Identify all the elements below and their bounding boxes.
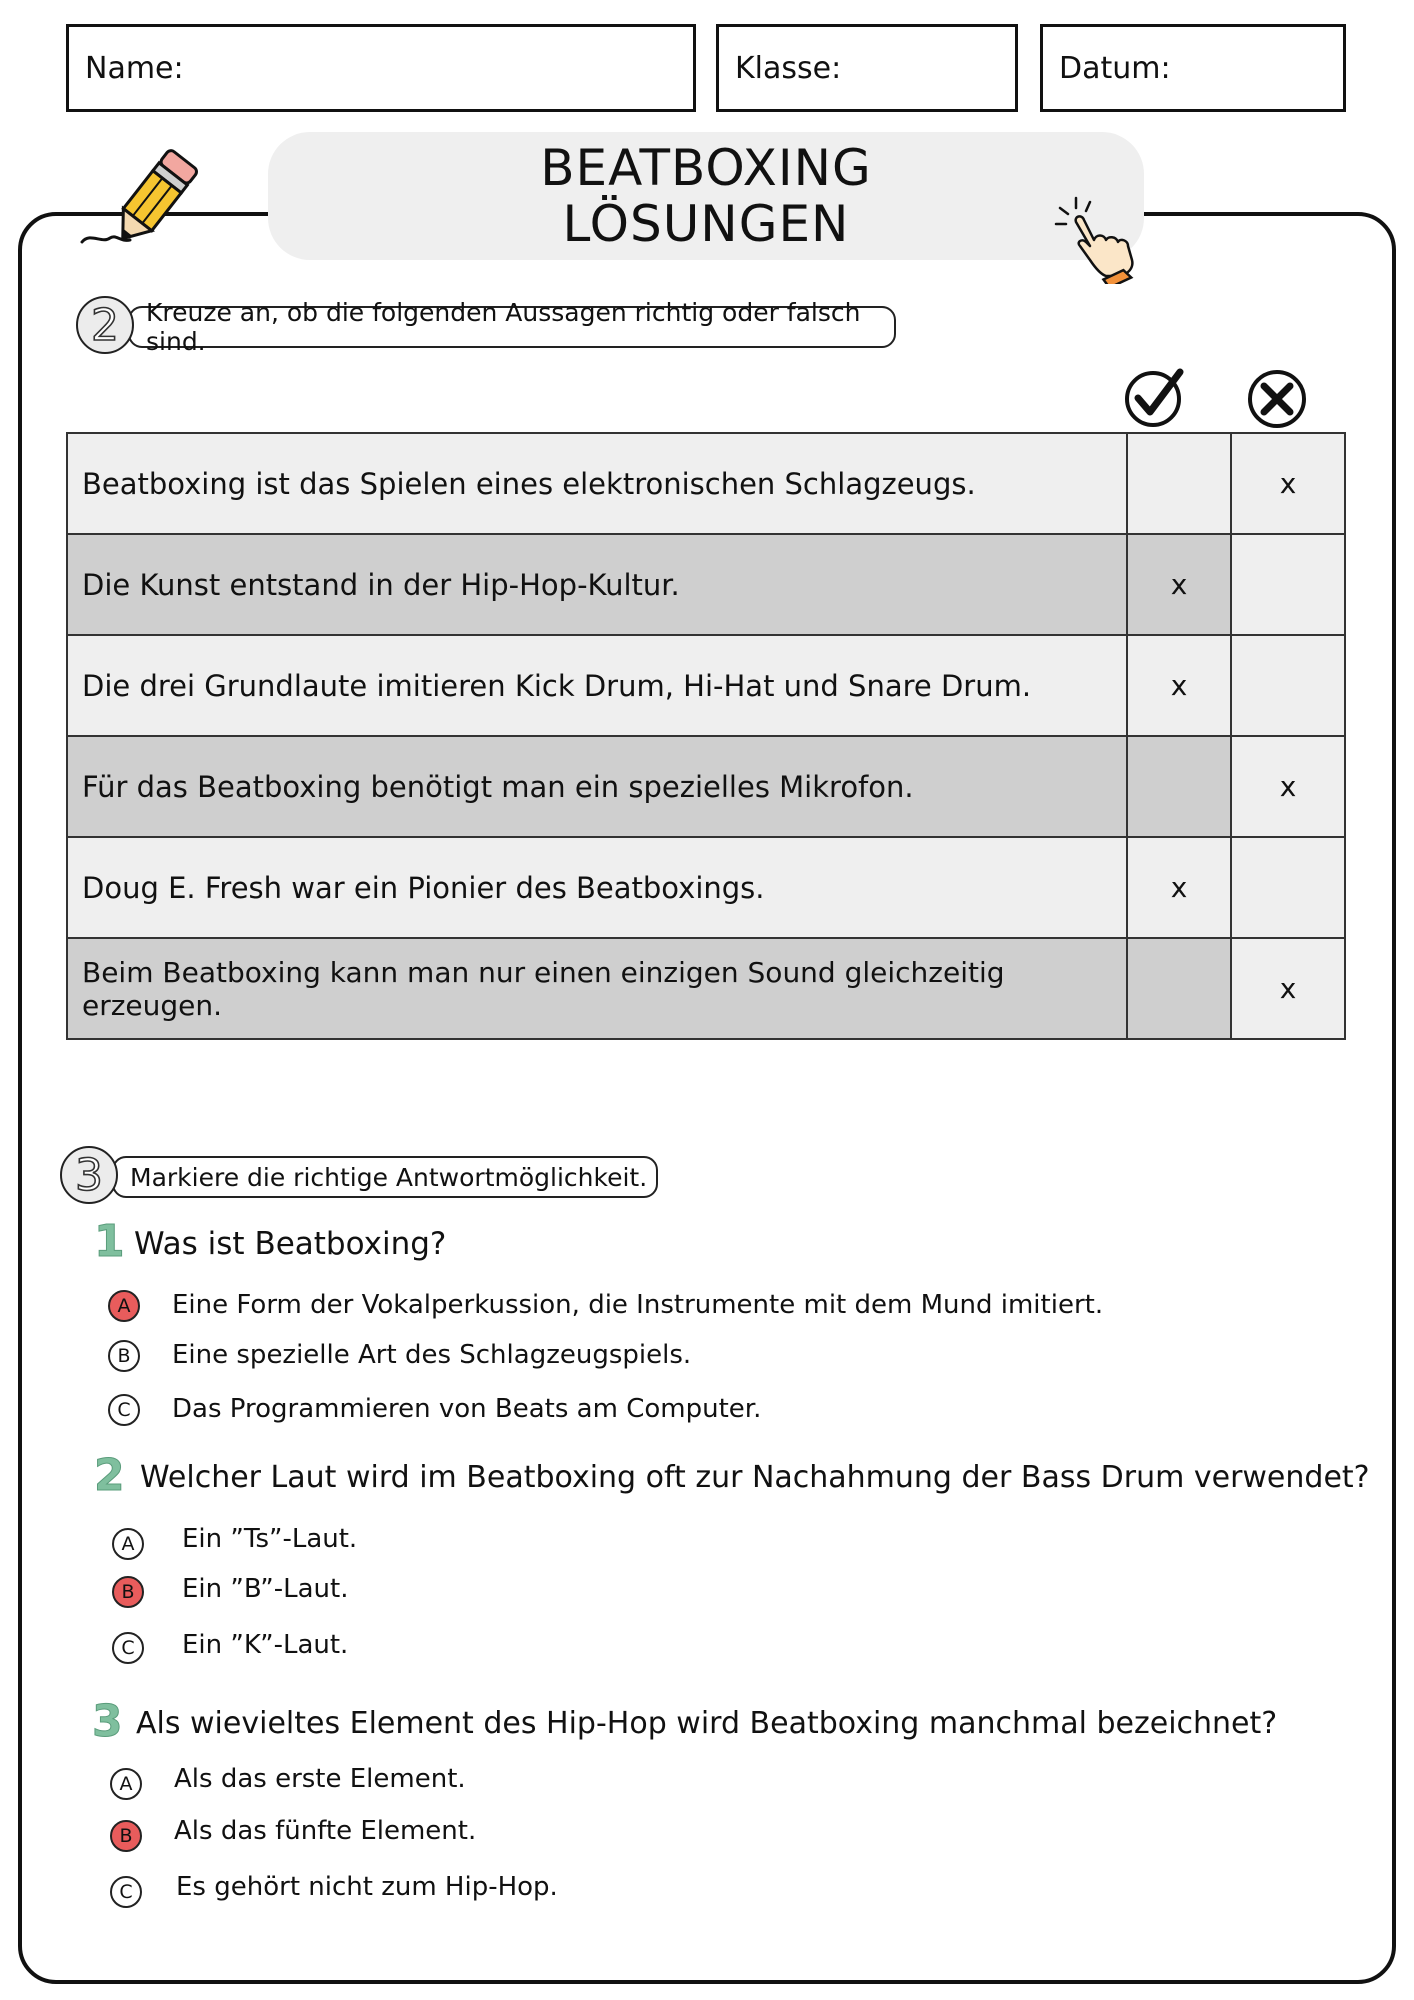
statement-cell: Doug E. Fresh war ein Pionier des Beatboxings.: [67, 837, 1127, 938]
task-2-number-badge: [76, 296, 134, 354]
task-3-instruction: Markiere die richtige Antwortmöglichkeit.: [130, 1162, 648, 1192]
question-1-text: Was ist Beatboxing?: [134, 1226, 447, 1262]
title-line-2: LÖSUNGEN: [562, 195, 850, 253]
task-2-instruction-box: [128, 298, 896, 356]
class-field[interactable]: [716, 24, 1018, 112]
q3-option-c-text[interactable]: Es gehört nicht zum Hip-Hop.: [176, 1872, 558, 1902]
x-circle-icon: [1246, 368, 1308, 430]
true-checkbox-cell[interactable]: [1127, 938, 1231, 1039]
title-banner: [268, 132, 1144, 260]
name-field[interactable]: [66, 24, 696, 112]
class-label: Klasse:: [735, 50, 842, 86]
statement-cell: Die Kunst entstand in der Hip-Hop-Kultur.: [67, 534, 1127, 635]
table-row: [67, 938, 1345, 1039]
question-1-number: 1: [94, 1216, 125, 1267]
name-label: Name:: [85, 50, 184, 86]
pencil-icon: [76, 146, 206, 256]
q2-option-a-text[interactable]: Ein ”Ts”-Laut.: [182, 1524, 358, 1554]
task-3-number-badge: [60, 1146, 118, 1204]
statement-cell: Die drei Grundlaute imitieren Kick Drum, Hi-Hat und Snare Drum.: [67, 635, 1127, 736]
table-row: [67, 534, 1345, 635]
q1-option-b-marker[interactable]: B: [108, 1340, 140, 1372]
q2-option-c-marker[interactable]: C: [112, 1632, 144, 1664]
true-checkbox-cell[interactable]: [1127, 736, 1231, 837]
question-2-number: 2: [94, 1450, 125, 1501]
true-checkbox-cell[interactable]: x: [1127, 635, 1231, 736]
table-row: [67, 736, 1345, 837]
statement-cell: Beatboxing ist das Spielen eines elektronischen Schlagzeugs.: [67, 433, 1127, 534]
false-checkbox-cell[interactable]: x: [1231, 736, 1345, 837]
true-checkbox-cell[interactable]: [1127, 433, 1231, 534]
task-3-number: 3: [75, 1149, 103, 1201]
q2-option-c-text[interactable]: Ein ”K”-Laut.: [182, 1630, 349, 1660]
q3-option-b-marker[interactable]: B: [110, 1820, 142, 1852]
false-checkbox-cell[interactable]: [1231, 534, 1345, 635]
table-row: [67, 837, 1345, 938]
q3-option-b-text[interactable]: Als das fünfte Element.: [174, 1816, 477, 1846]
table-row: [67, 433, 1345, 534]
check-circle-icon: [1124, 366, 1186, 428]
q3-option-a-marker[interactable]: A: [110, 1768, 142, 1800]
statement-cell: Für das Beatboxing benötigt man ein spezielles Mikrofon.: [67, 736, 1127, 837]
q1-option-a-text[interactable]: Eine Form der Vokalperkussion, die Instrumente mit dem Mund imitiert.: [172, 1290, 1104, 1320]
true-checkbox-cell[interactable]: x: [1127, 837, 1231, 938]
q1-option-a-marker[interactable]: A: [108, 1290, 140, 1322]
q2-option-a-marker[interactable]: A: [112, 1528, 144, 1560]
date-label: Datum:: [1059, 50, 1171, 86]
q1-option-c-marker[interactable]: C: [108, 1394, 140, 1426]
q1-option-b-text[interactable]: Eine spezielle Art des Schlagzeugspiels.: [172, 1340, 692, 1370]
pointing-hand-icon: [1054, 194, 1144, 284]
q3-option-a-text[interactable]: Als das erste Element.: [174, 1764, 466, 1794]
table-row: [67, 635, 1345, 736]
false-checkbox-cell[interactable]: [1231, 837, 1345, 938]
statement-cell: Beim Beatboxing kann man nur einen einzigen Sound gleichzeitig erzeugen.: [67, 938, 1127, 1039]
task-2-number: 2: [91, 299, 119, 351]
question-3-text: Als wievieltes Element des Hip-Hop wird Beatboxing manchmal bezeichnet?: [136, 1706, 1278, 1741]
true-checkbox-cell[interactable]: x: [1127, 534, 1231, 635]
q3-option-c-marker[interactable]: C: [110, 1876, 142, 1908]
question-2-text: Welcher Laut wird im Beatboxing oft zur Nachahmung der Bass Drum verwendet?: [140, 1460, 1370, 1495]
task-2-instruction: Kreuze an, ob die folgenden Aussagen richtig oder falsch sind.: [146, 298, 861, 356]
task-3-instruction-box: [112, 1156, 658, 1198]
true-false-table: [66, 432, 1346, 1040]
q2-option-b-marker[interactable]: B: [112, 1576, 144, 1608]
false-checkbox-cell[interactable]: [1231, 635, 1345, 736]
q1-option-c-text[interactable]: Das Programmieren von Beats am Computer.: [172, 1394, 762, 1424]
question-3-number: 3: [92, 1696, 123, 1747]
q2-option-b-text[interactable]: Ein ”B”-Laut.: [182, 1574, 349, 1604]
false-checkbox-cell[interactable]: x: [1231, 938, 1345, 1039]
date-field[interactable]: [1040, 24, 1346, 112]
false-checkbox-cell[interactable]: x: [1231, 433, 1345, 534]
title-line-1: BEATBOXING: [540, 139, 872, 197]
